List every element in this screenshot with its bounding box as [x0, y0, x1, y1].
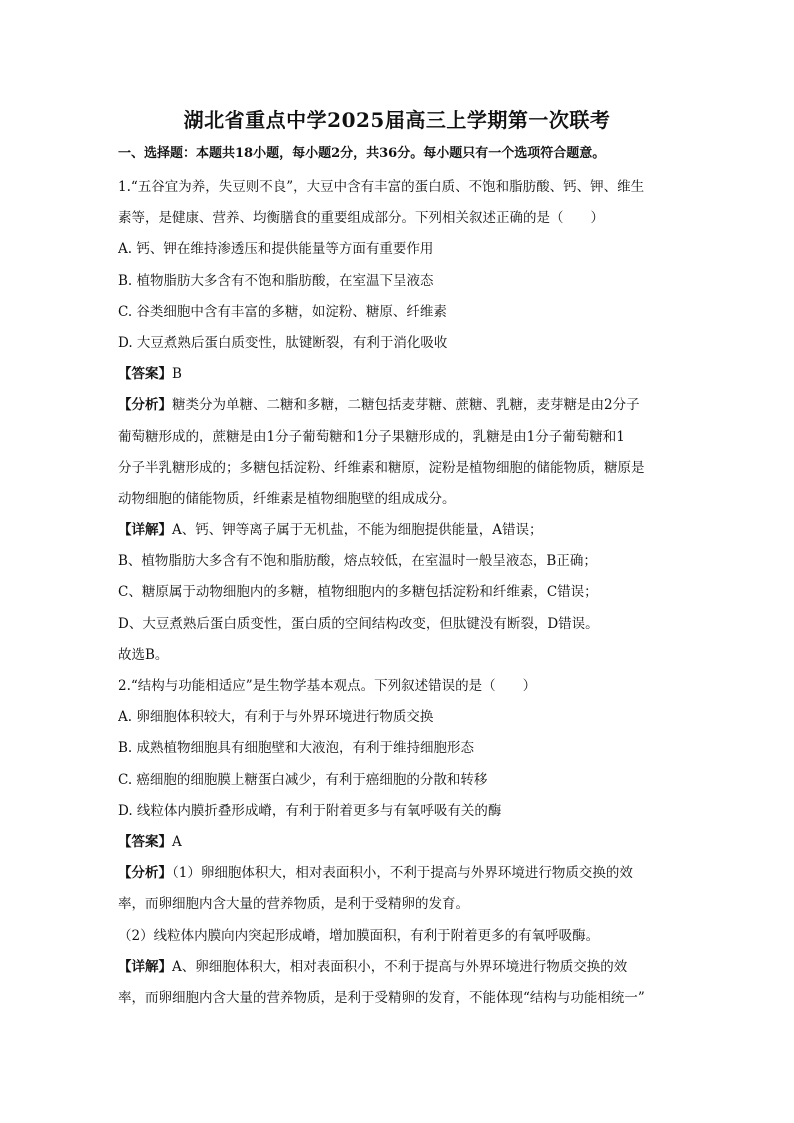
question-1-analysis-line-1: [118, 390, 674, 421]
question-2-stem: 2.“结构与功能相适应”是生物学基本观点。下列叙述错误的是（ ）: [118, 678, 537, 694]
question-1-stem-line-1: 1.“五谷宜为养，失豆则不良”，大豆中含有丰富的蛋白质、不饱和脂肪酸、钙、钾、维生: [118, 179, 645, 195]
question-1-option-c: C. 谷类细胞中含有丰富的多糖，如淀粉、糖原、纤维素: [118, 303, 447, 320]
answer-label: 【答案】: [118, 833, 172, 850]
detail-label: 【详解】: [118, 522, 172, 539]
detail-text: A、钙、钾等离子属于无机盐，不能为细胞提供能量，A错误；: [172, 522, 543, 539]
document-body: [118, 142, 674, 1014]
answer-value: B: [172, 366, 182, 383]
question-1-option-a: A. 钙、钾在维持渗透压和提供能量等方面有重要作用: [118, 241, 434, 258]
question-2-analysis-line-1: [118, 858, 674, 889]
question-2-option-a: A. 卵细胞体积较大，有利于与外界环境进行物质交换: [118, 709, 434, 726]
question-1-detail-line-3: C、糖原属于动物细胞内的多糖，植物细胞内的多糖包括淀粉和纤维素，C错误；: [118, 584, 598, 601]
question-2-option-d: D. 线粒体内膜折叠形成嵴，有利于附着更多与有氧呼吸有关的酶: [118, 802, 502, 819]
question-2-detail-line-2: 率，而卵细胞内含大量的营养物质，是利于受精卵的发育，不能体现“结构与功能相统一”: [118, 989, 645, 1006]
question-1-option-d: D. 大豆煮熟后蛋白质变性，肽键断裂，有利于消化吸收: [118, 334, 448, 351]
question-1: [118, 172, 674, 671]
section-heading: 一、选择题：本题共18小题，每小题2分，共36分。每小题只有一个选项符合题意。: [118, 146, 606, 161]
question-1-option-b: B. 植物脂肪大多含有不饱和脂肪酸，在室温下呈液态: [118, 272, 434, 289]
question-1-analysis-line-3: 分子半乳糖形成的；多糖包括淀粉、纤维素和糖原，淀粉是植物细胞的储能物质，糖原是: [118, 459, 645, 476]
question-2-option-b: B. 成熟植物细胞具有细胞壁和大液泡，有利于维持细胞形态: [118, 740, 475, 757]
question-1-analysis-line-2: 葡萄糖形成的，蔗糖是由1分子葡萄糖和1分子果糖形成的，乳糖是由1分子葡萄糖和1: [118, 428, 625, 445]
question-2-analysis-line-2: 率，而卵细胞内含大量的营养物质，是利于受精卵的发育。: [118, 896, 469, 913]
question-1-analysis-line-4: 动物细胞的储能物质，纤维素是植物细胞壁的组成成分。: [118, 490, 456, 507]
analysis-label: 【分析】: [118, 397, 172, 414]
question-1-detail-line-1: [118, 515, 674, 546]
question-1-detail-line-4: D、大豆煮熟后蛋白质变性，蛋白质的空间结构改变，但肽键没有断裂，D错误。: [118, 615, 599, 632]
question-2: [118, 671, 674, 1014]
question-1-detail-line-2: B、植物脂肪大多含有不饱和脂肪酸，熔点较低，在室温时一般呈液态，B正确；: [118, 553, 597, 570]
question-1-stem-line-2: 素等，是健康、营养、均衡膳食的重要组成部分。下列相关叙述正确的是（ ）: [118, 210, 604, 227]
question-1-conclusion: 故选B。: [118, 646, 169, 663]
answer-label: 【答案】: [118, 366, 172, 383]
document-title: 湖北省重点中学2025届高三上学期第一次联考: [183, 108, 611, 132]
answer-value: A: [172, 833, 182, 850]
detail-label: 【详解】: [118, 958, 172, 975]
question-2-analysis-line-3: （2）线粒体内膜向内突起形成嵴，增加膜面积，有利于附着更多的有氧呼吸酶。: [118, 927, 600, 944]
question-2-option-c: C. 癌细胞的细胞膜上糖蛋白减少，有利于癌细胞的分散和转移: [118, 771, 488, 788]
question-1-answer: [118, 359, 674, 390]
question-2-detail-line-1: [118, 952, 674, 983]
analysis-label: 【分析】: [118, 865, 172, 882]
question-2-answer: [118, 827, 674, 858]
detail-text: A、卵细胞体积大，相对表面积小，不利于提高与外界环境进行物质交换的效: [172, 958, 628, 975]
analysis-text: （1）卵细胞体积大，相对表面积小，不利于提高与外界环境进行物质交换的效: [172, 865, 633, 882]
analysis-text: 糖类分为单糖、二糖和多糖，二糖包括麦芽糖、蔗糖、乳糖，麦芽糖是由2分子: [172, 397, 640, 414]
